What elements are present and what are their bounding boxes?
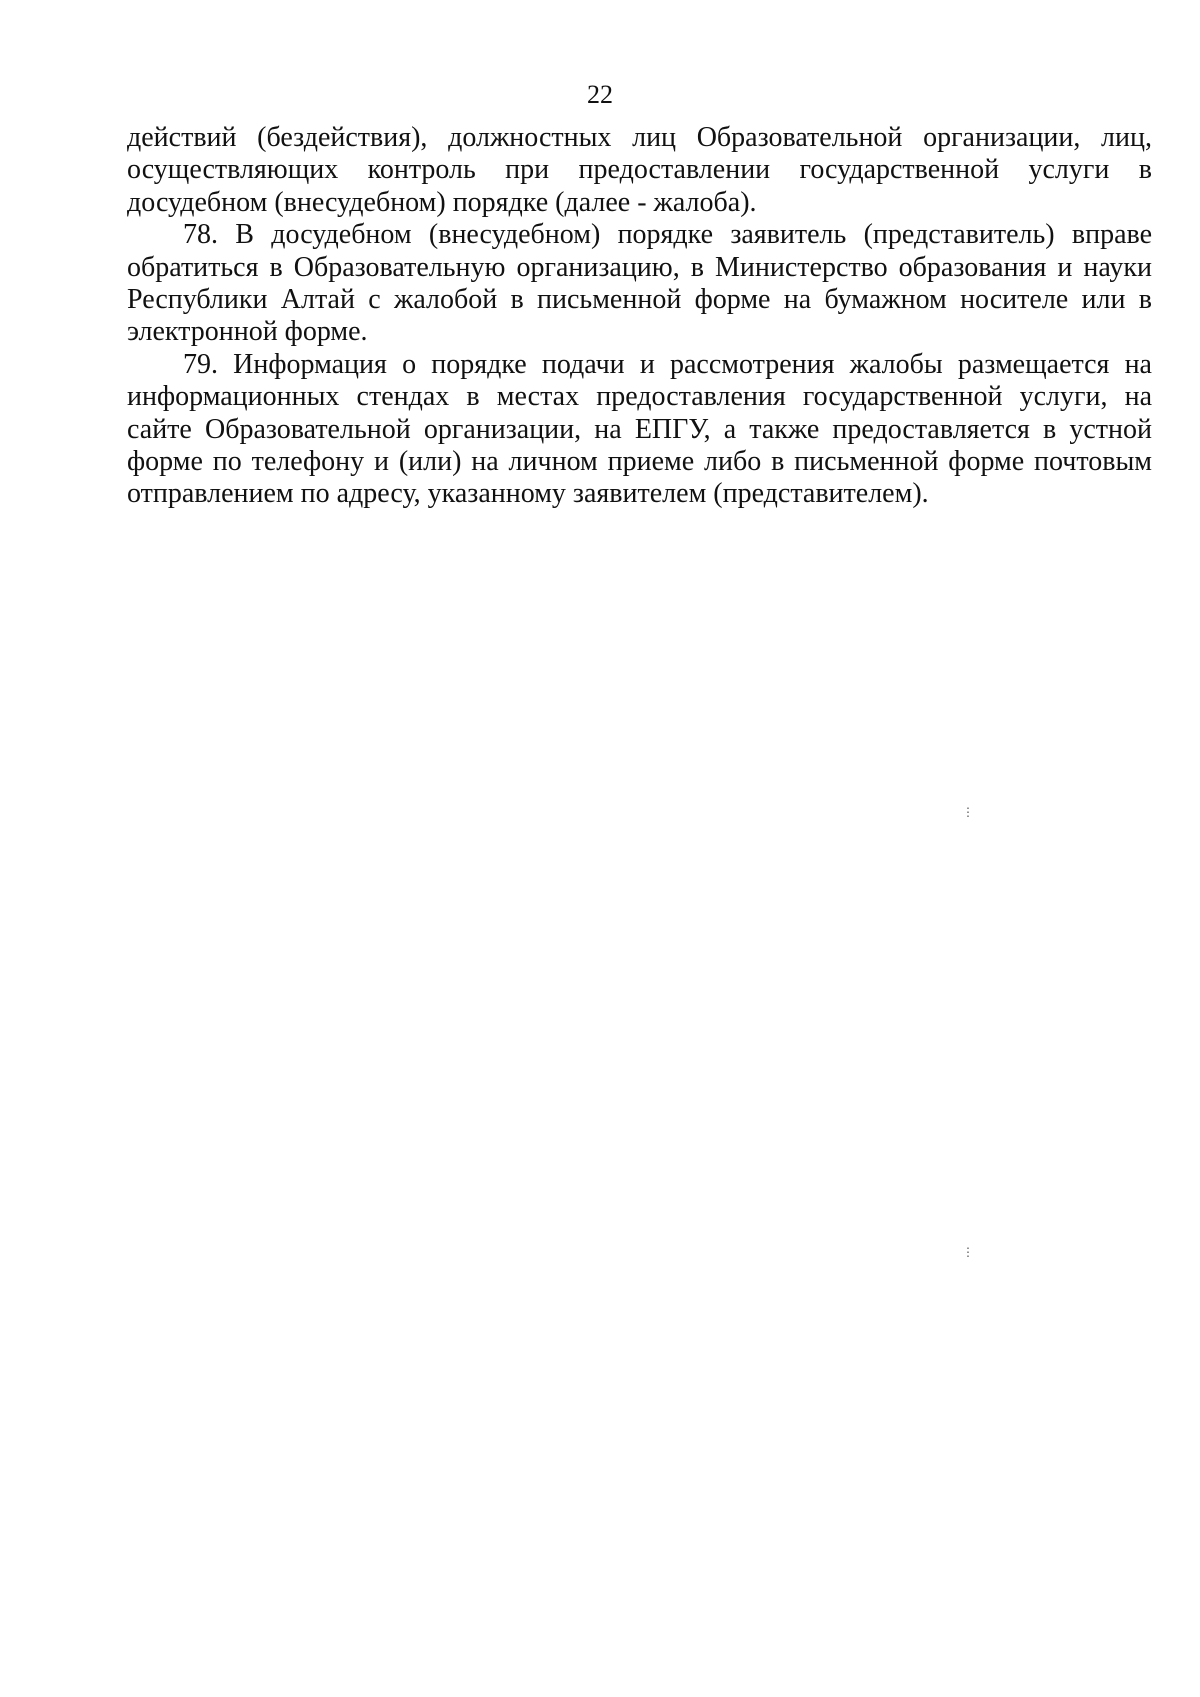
- document-body: [127, 122, 1152, 511]
- paragraph-78: 78. В досудебном (внесудебном) порядке заявитель (представитель) вправе обратиться в Образовательную организацию, в Министерство образования и науки Республики Алтай с жалобой в письменной форме на бумажном носителе или в электронной форме.: [127, 219, 1152, 348]
- page-number: 22: [587, 80, 613, 109]
- paragraph-79: 79. Информация о порядке подачи и рассмотрения жалобы размещается на информационных стендах в местах предоставления государственной услуги, на сайте Образовательной организации, на ЕПГУ, а также предоставляется в устной форме по телефону и (или) на личном приеме либо в письменной форме почтовым отправлением по адресу, указанному заявителем (представителем).: [127, 348, 1152, 510]
- paragraph-continuation: действий (бездействия), должностных лиц Образовательной организации, лиц, осуществляющих контроль при предоставлении государственной услуги в досудебном (внесудебном) порядке (далее - жалоба).: [127, 122, 1152, 218]
- scan-speck: ⋮: [962, 805, 974, 819]
- scan-speck: ⋮: [962, 1245, 974, 1259]
